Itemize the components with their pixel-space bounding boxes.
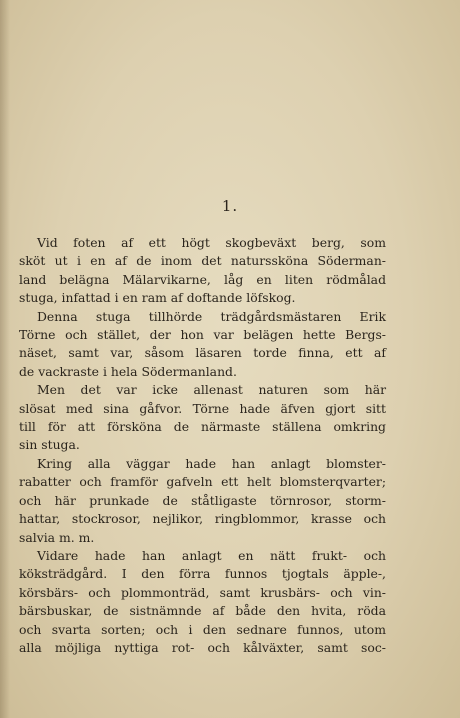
text-line: slösat med sina gåfvor. Törne hade äfven gjort sitt [19,400,386,416]
text-line: rabatter och framför gafveln ett helt blomsterqvarter; [19,474,386,490]
text-line: och svarta sorten; och i den sednare funnos, utom [19,621,386,637]
text-line: land belägna Mälarvikarne, låg en liten rödmålad [19,271,386,287]
body-text [19,234,386,657]
text-line: näset, samt var, såsom läsaren torde finna, ett af [19,345,386,361]
paragraph-5 [19,547,386,657]
paragraph-1 [19,234,386,308]
paragraph-3 [19,381,386,455]
paragraph-2 [19,308,386,382]
text-line: Vid foten af ett högt skogbeväxt berg, som [37,235,386,250]
text-line: stuga, infattad i en ram af doftande löfskog. [19,290,296,306]
text-line: körsbärs- och plommonträd, samt krusbärs- och vin- [19,584,386,600]
text-line: Vidare hade han anlagt en nätt frukt- och [37,547,386,563]
text-line: och här prunkade de ståtligaste törnrosor, storm- [19,492,386,508]
text-line: Men det var icke allenast naturen som här [37,382,386,398]
text-line: Denna stuga tillhörde trädgårdsmästaren Erik [37,308,386,324]
text-line: sköt ut i en af de inom det naturssköna Söderman- [19,253,386,269]
text-line: de vackraste i hela Södermanland. [19,363,237,379]
text-line: Kring alla väggar hade han anlagt blomster- [37,455,386,471]
page-spine-shadow [0,0,10,718]
text-line: sin stuga. [19,437,80,453]
text-line: bärsbuskar, de sistnämnde af både den hvita, röda [19,603,386,619]
text-line: salvia m. m. [19,529,95,545]
text-line: Törne och stället, der hon var belägen hette Bergs- [19,327,386,343]
text-line: alla möjliga nyttiga rot- och kålväxter, samt soc- [19,639,386,655]
chapter-number: 1. [221,197,239,215]
text-line: hattar, stockrosor, nejlikor, ringblommor, krasse och [19,511,386,527]
text-line: till för att försköna de närmaste ställena omkring [19,419,386,435]
paragraph-4 [19,455,386,547]
text-line: köksträdgård. I den förra funnos tjogtals äpple-, [19,566,386,582]
